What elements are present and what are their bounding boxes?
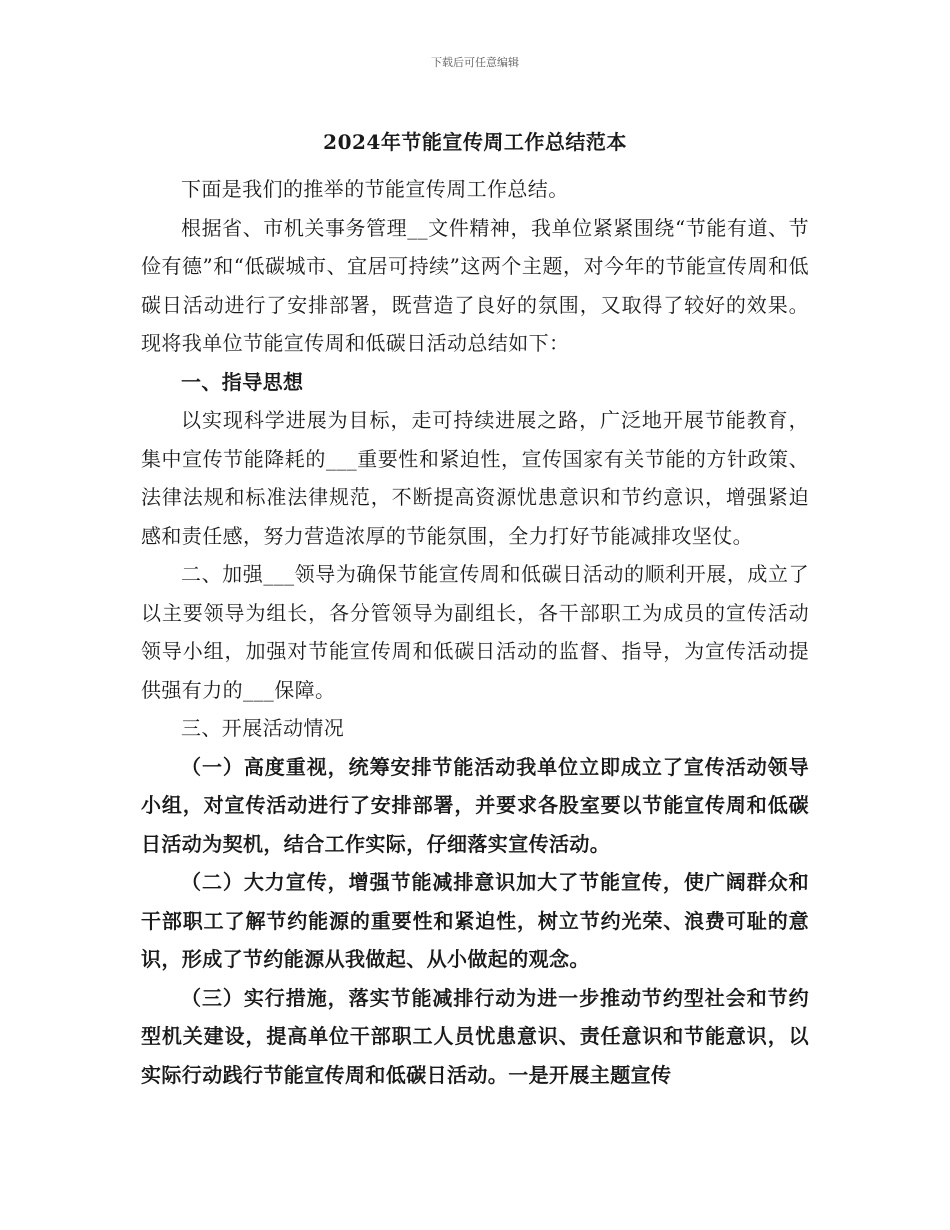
section-2-paragraph: 二、加强___领导为确保节能宣传周和低碳日活动的顺利开展，成立了以主要领导为组长，各分管领导为副组长，各干部职工为成员的宣传活动领导小组，加强对节能宣传周和低碳日活动的监督、指导，为宣传活动提供强有力的___保障。 (141, 562, 809, 702)
document-body (141, 170, 809, 1094)
section-3-item-3: （三）实行措施，落实节能减排行动为进一步推动节约型社会和节约型机关建设，提高单位干部职工人员忧患意识、责任意识和节能意识，以实际行动践行节能宣传周和低碳日活动。一是开展主题宣传 (141, 985, 809, 1087)
header-note: 下载后可任意编辑 (431, 56, 519, 69)
section-3-item-2: （二）大力宣传，增强节能减排意识加大了节能宣传，使广阔群众和干部职工了解节约能源的重要性和紧迫性，树立节约光荣、浪费可耻的意识，形成了节约能源从我做起、从小做起的观念。 (141, 870, 809, 971)
section-3-item-1: （一）高度重视，统筹安排节能活动我单位立即成立了宣传活动领导小组，对宣传活动进行了安排部署，并要求各股室要以节能宣传周和低碳日活动为契机，结合工作实际，仔细落实宣传活动。 (141, 754, 809, 856)
background-paragraph: 根据省、市机关事务管理__文件精神，我单位紧紧围绕“节能有道、节俭有德”和“低碳城市、宜居可持续”这两个主题，对今年的节能宣传周和低碳日活动进行了安排部署，既营造了良好的氛围，又取得了较好的效果。现将我单位节能宣传周和低碳日活动总结如下： (141, 215, 809, 355)
section-1-heading: 一、指导思想 (181, 369, 304, 394)
section-1-paragraph: 以实现科学进展为目标，走可持续进展之路，广泛地开展节能教育，集中宣传节能降耗的___重要性和紧迫性，宣传国家有关节能的方针政策、法律法规和标准法律规范，不断提高资源忧患意识和节约意识，增强紧迫感和责任感，努力营造浓厚的节能氛围，全力打好节能减排攻坚仗。 (141, 408, 809, 548)
section-3-heading: 三、开展活动情况 (181, 716, 345, 740)
intro-paragraph: 下面是我们的推举的节能宣传周工作总结。 (181, 177, 569, 201)
document-title: 2024年节能宣传周工作总结范本 (323, 130, 627, 154)
